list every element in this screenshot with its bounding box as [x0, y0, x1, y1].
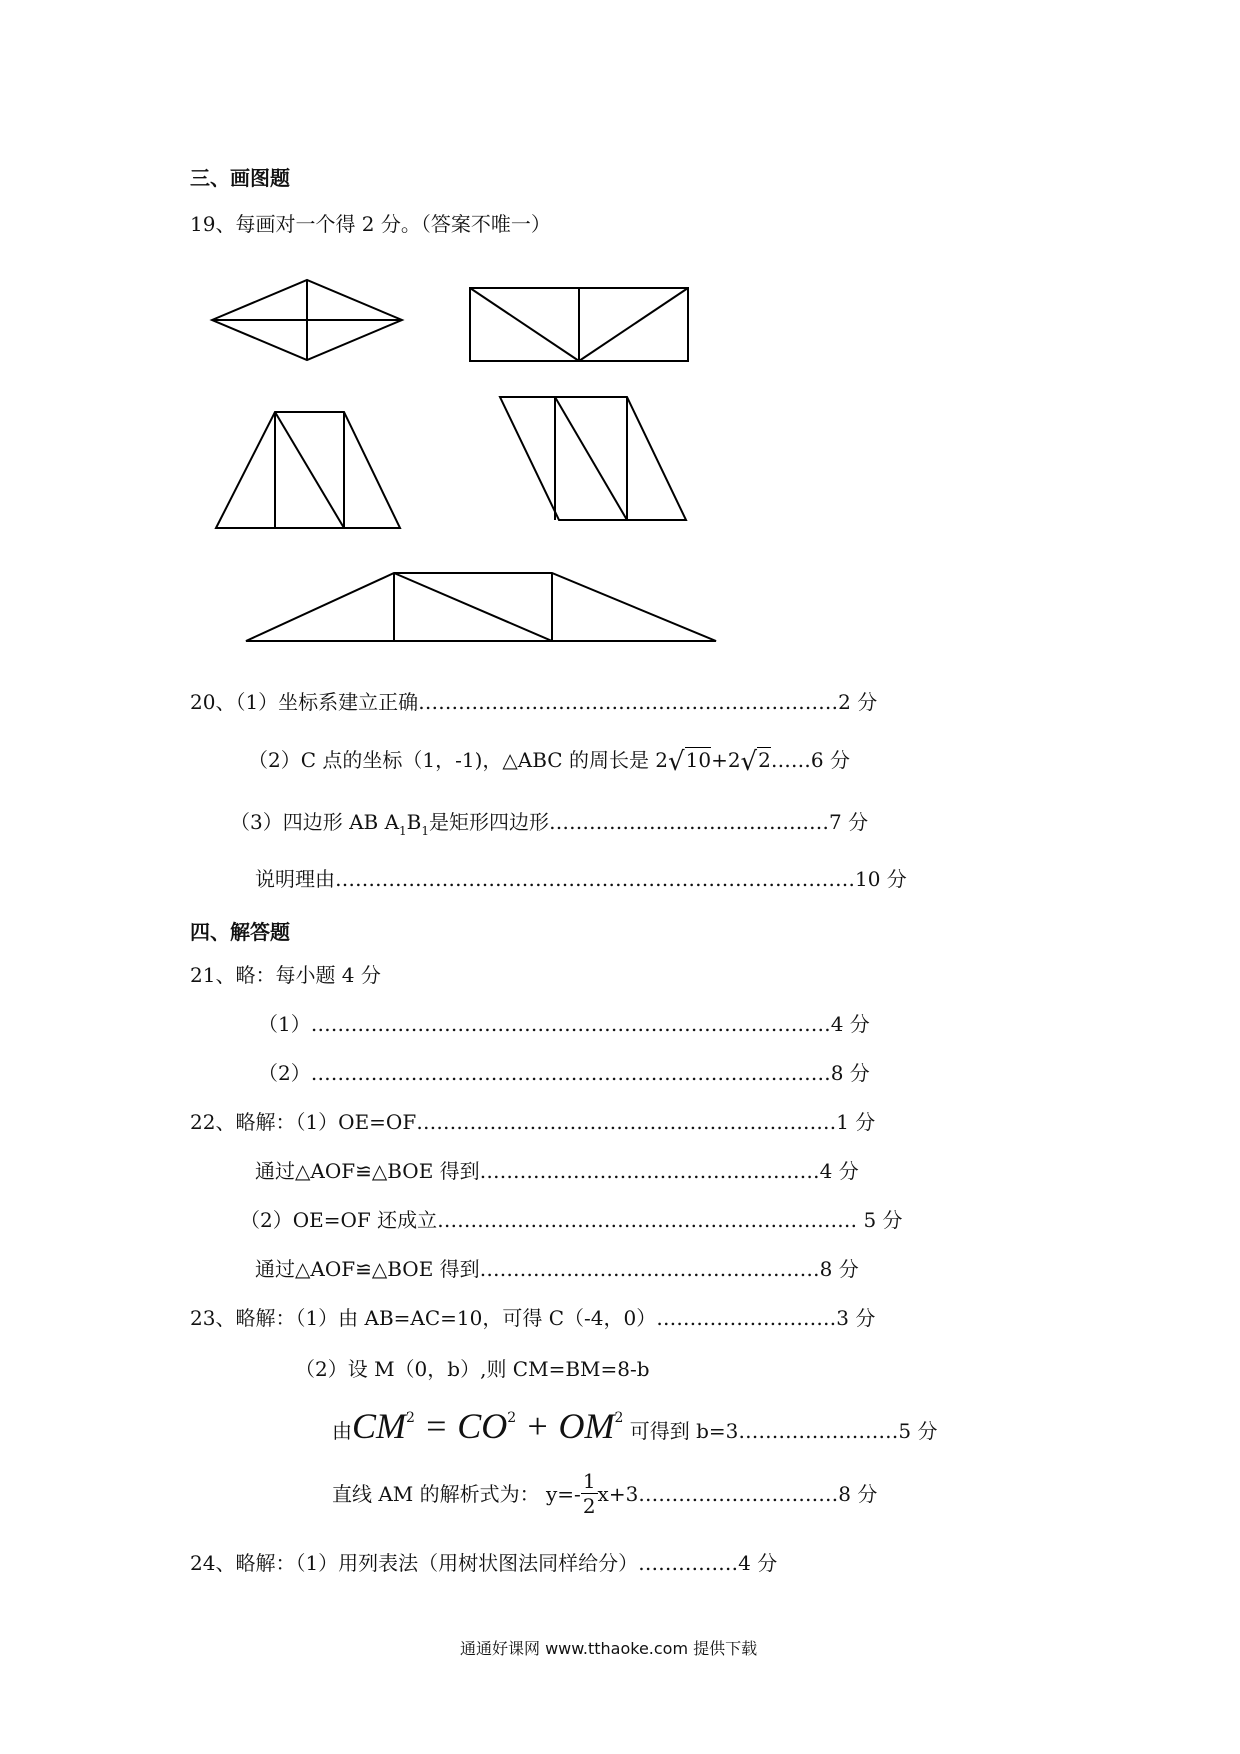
- math-cm: CM: [352, 1406, 406, 1446]
- q22-line-3: （2）OE=OF 还成立……………………………………………………… 5 分: [240, 1208, 903, 1232]
- q20-line-2-mid: +2: [711, 748, 741, 772]
- q22-line-2: 通过△AOF≌△BOE 得到……………………………………………4 分: [255, 1159, 859, 1183]
- q23-line-3: [332, 1402, 937, 1458]
- q21-line-1: 21、略：每小题 4 分: [190, 963, 381, 987]
- trapezoid-figure: [216, 412, 400, 528]
- q21-line-2: （1）……………………………………………………………………4 分: [258, 1012, 870, 1036]
- geometry-figures: [0, 0, 1240, 700]
- q20-line-2-prefix: （2）C 点的坐标（1，-1)，△ABC 的周长是 2: [248, 748, 669, 772]
- q22-line-4: 通过△AOF≌△BOE 得到……………………………………………8 分: [255, 1257, 859, 1281]
- q21-line-3: （2）……………………………………………………………………8 分: [258, 1061, 870, 1085]
- q23-line-2: （2）设 M（0，b）,则 CM=BM=8-b: [295, 1357, 650, 1381]
- long-trapezoid-figure: [246, 573, 716, 641]
- subscript-1: 1: [399, 824, 407, 838]
- sqrt-expression-1: √10: [668, 747, 712, 777]
- section-title-drawing: 三、画图题: [190, 166, 290, 190]
- sqrt-expression-2: √2: [740, 747, 771, 777]
- section-title-solutions: 四、解答题: [190, 920, 290, 944]
- sup-2b: 2: [507, 1410, 517, 1426]
- fraction-one-half: $\frac{1}{2}$: [582, 1469, 596, 1518]
- footer-credit: 通通好课网 www.tthaoke.com 提供下载: [460, 1639, 758, 1658]
- q20-line-4: 说明理由……………………………………………………………………10 分: [255, 867, 907, 891]
- rhombus-figure: [212, 280, 402, 360]
- q20-line-3: [230, 810, 868, 837]
- q24-line-1: 24、略解：（1）用列表法（用树状图法同样给分）……………4 分: [190, 1551, 778, 1575]
- q22-line-1: 22、略解：（1）OE=OF………………………………………………………1 分: [190, 1110, 876, 1134]
- q20-line-3-b: B: [406, 810, 422, 834]
- q20-line-2-suffix: ……6 分: [770, 748, 850, 772]
- math-co: = CO: [414, 1406, 508, 1446]
- parallelogram-figure: [500, 397, 686, 520]
- math-om: + OM: [516, 1406, 615, 1446]
- subscript-1b: 1: [421, 824, 430, 838]
- question-19-text: 19、每画对一个得 2 分。（答案不唯一）: [190, 212, 551, 236]
- q20-line-3-suffix: 是矩形四边形……………………………………7 分: [429, 810, 869, 834]
- q20-line-1: 20、（1）坐标系建立正确………………………………………………………2 分: [190, 690, 878, 714]
- q23-line-3-suffix: 可得到 b=3……………………5 分: [623, 1419, 938, 1443]
- q23-you: 由: [332, 1419, 352, 1443]
- q23-line-4: [332, 1470, 877, 1520]
- q20-line-3-prefix: （3）四边形 AB A: [230, 810, 400, 834]
- q23-line-4-suffix: x+3…………………………8 分: [597, 1482, 878, 1506]
- sup-2a: 2: [406, 1410, 415, 1426]
- sup-2c: 2: [614, 1410, 624, 1426]
- q23-line-4-prefix: 直线 AM 的解析式为： y=-: [332, 1482, 581, 1506]
- q20-line-2: [248, 747, 850, 777]
- rectangle-figure: [470, 288, 688, 361]
- q23-line-1: 23、略解：（1）由 AB=AC=10，可得 C（-4，0）………………………3 分: [190, 1306, 876, 1330]
